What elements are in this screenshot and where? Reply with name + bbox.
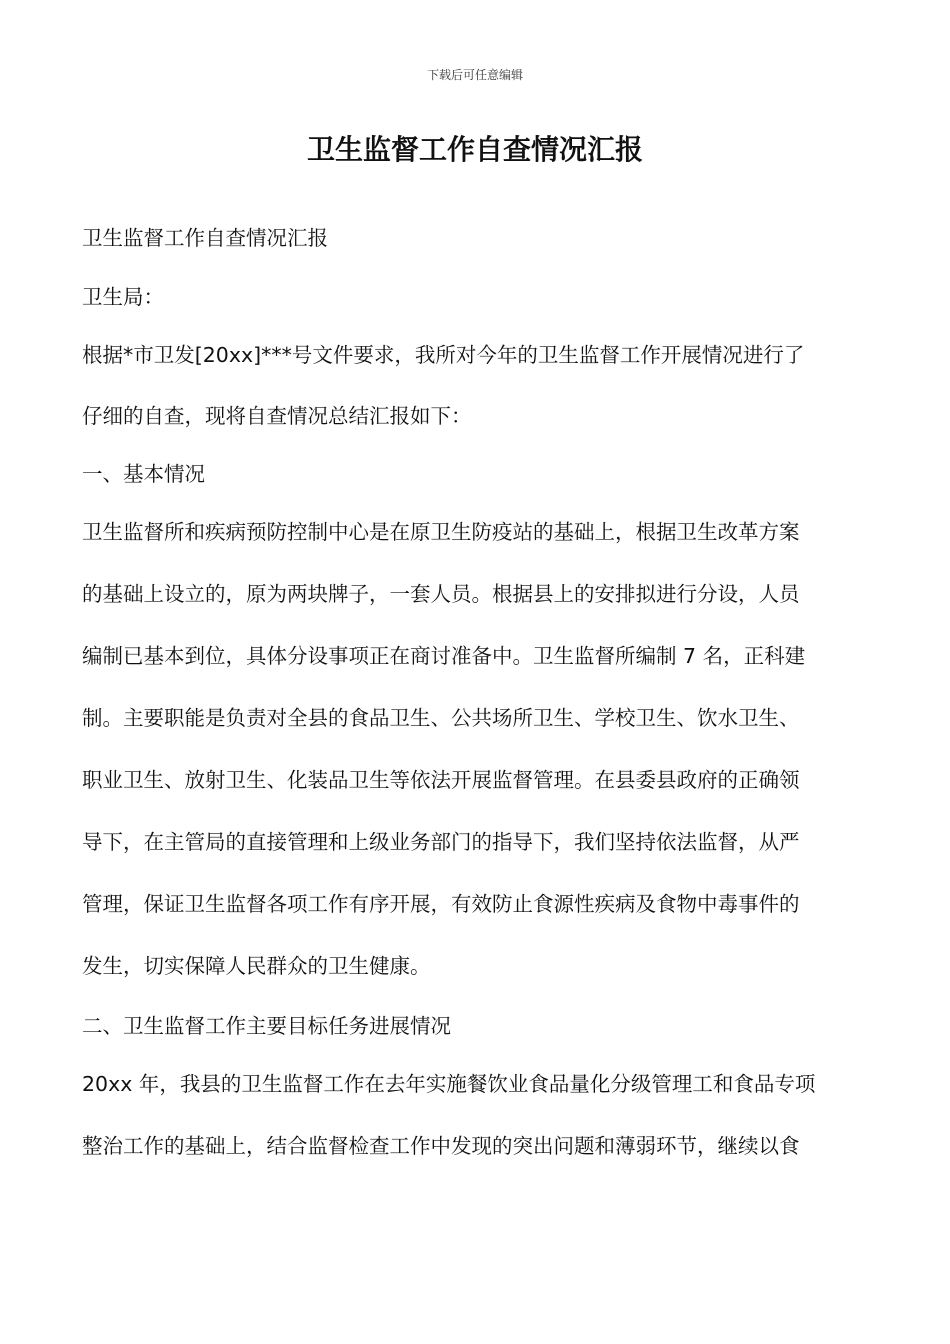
subtitle-paragraph xyxy=(82,223,870,253)
section-heading-1 xyxy=(82,459,870,489)
text-line: 的基础上设立的，原为两块牌子，一套人员。根据县上的安排拟进行分设，人员 xyxy=(82,582,800,606)
text-line: 根据*市卫发[20xx]***号文件要求，我所对今年的卫生监督工作开展情况进行了 xyxy=(82,343,805,367)
text-line: 编制已基本到位，具体分设事项正在商讨准备中。卫生监督所编制 7 名，正科建 xyxy=(82,644,806,668)
text-line: 发生，切实保障人民群众的卫生健康。 xyxy=(82,954,431,978)
header-note: 下载后可任意编辑 xyxy=(426,68,523,82)
basic-situation-line-2 xyxy=(82,579,870,609)
text-line: 职业卫生、放射卫生、化装品卫生等依法开展监督管理。在县委县政府的正确领 xyxy=(82,768,800,792)
text-line: 制。主要职能是负责对全县的食品卫生、公共场所卫生、学校卫生、饮水卫生、 xyxy=(82,706,800,730)
section-heading-2 xyxy=(82,1011,870,1041)
progress-line-1 xyxy=(82,1069,870,1099)
basic-situation-line-7 xyxy=(82,889,870,919)
basic-situation-line-6 xyxy=(82,827,870,857)
text-line: 整治工作的基础上，结合监督检查工作中发现的突出问题和薄弱环节，继续以食 xyxy=(82,1134,800,1158)
progress-line-2 xyxy=(82,1131,870,1161)
intro-paragraph xyxy=(82,340,870,370)
text-line: 仔细的自查，现将自查情况总结汇报如下： xyxy=(82,404,472,428)
intro-paragraph-cont xyxy=(82,401,870,431)
text-line: 卫生监督工作自查情况汇报 xyxy=(82,226,328,250)
basic-situation-line-1 xyxy=(82,517,870,547)
text-line: 一、基本情况 xyxy=(82,462,205,486)
text-line: 管理，保证卫生监督各项工作有序开展，有效防止食源性疾病及食物中毒事件的 xyxy=(82,892,800,916)
basic-situation-line-4 xyxy=(82,703,870,733)
text-line: 20xx 年，我县的卫生监督工作在去年实施餐饮业食品量化分级管理工和食品专项 xyxy=(82,1072,816,1096)
text-line: 导下，在主管局的直接管理和上级业务部门的指导下，我们坚持依法监督，从严 xyxy=(82,830,800,854)
text-line: 二、卫生监督工作主要目标任务进展情况 xyxy=(82,1014,451,1038)
basic-situation-line-5 xyxy=(82,765,870,795)
document-title: 卫生监督工作自查情况汇报 xyxy=(306,133,643,166)
basic-situation-line-3 xyxy=(82,641,870,671)
text-line: 卫生监督所和疾病预防控制中心是在原卫生防疫站的基础上，根据卫生改革方案 xyxy=(82,520,800,544)
addressee-paragraph xyxy=(82,282,870,312)
text-line: 卫生局： xyxy=(82,285,164,309)
basic-situation-line-8 xyxy=(82,951,870,981)
